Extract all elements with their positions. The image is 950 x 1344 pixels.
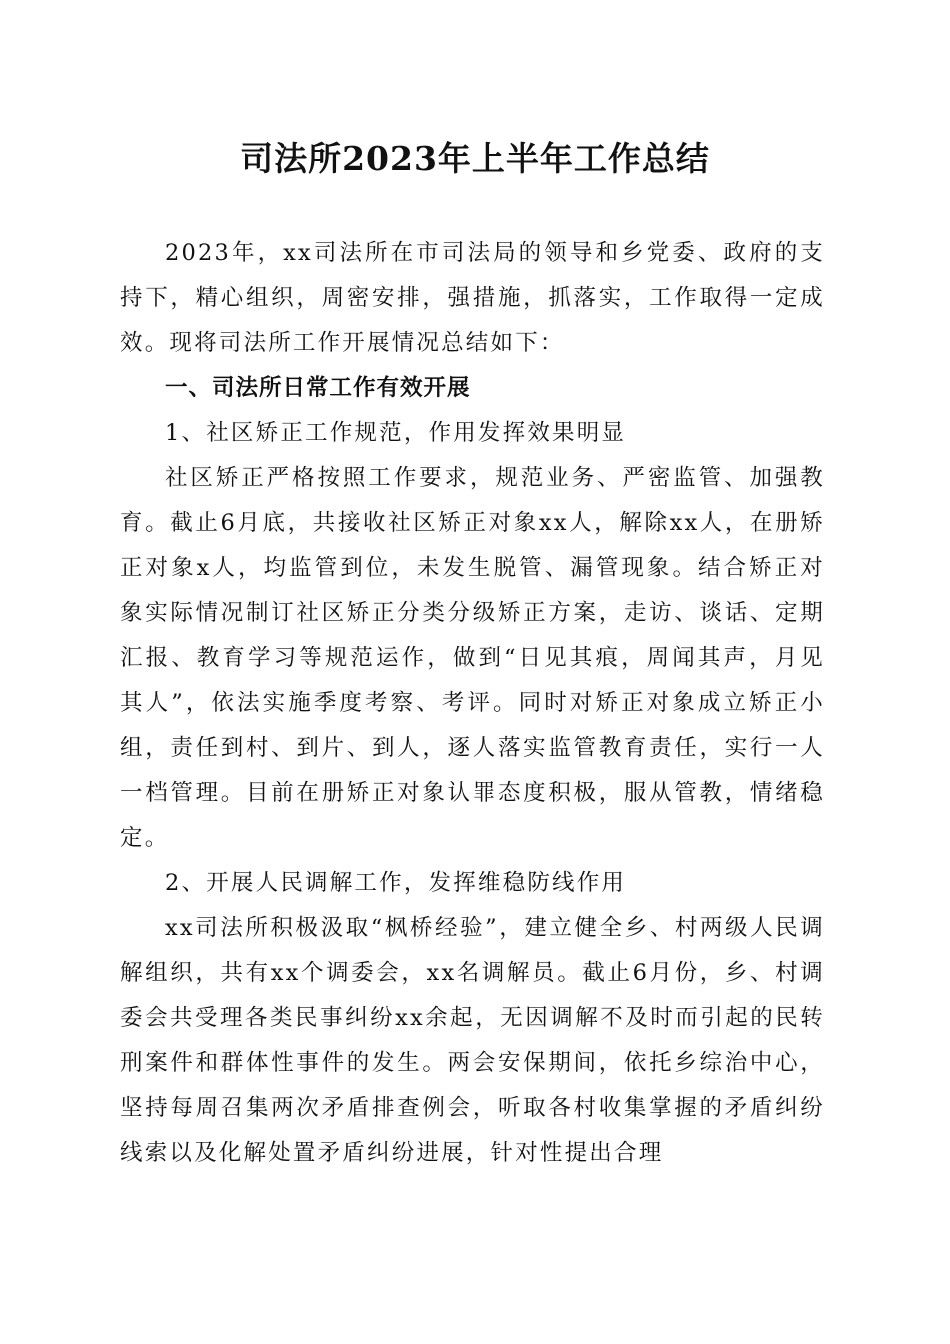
section-heading-1: 一、司法所日常工作有效开展 — [165, 375, 471, 401]
subheading-1: 1、社区矫正工作规范，作用发挥效果明显 — [165, 420, 627, 446]
document-title: 司法所2023年上半年工作总结 — [240, 139, 710, 178]
paragraph-mediation: xx司法所积极汲取“枫桥经验”，建立健全乡、村两级人民调解组织，共有xx个调委会，xx名调解员。截止6月份，乡、村调委会共受理各类民事纠纷xx余起，无因调解不及时而引起的民转刑案件和群体性事件的发生。两会安保期间，依托乡综治中心，坚持每周召集两次矛盾排查例会，听取各村收集掌握的矛盾纠纷线索以及化解处置矛盾纠纷进展，针对性提出合理 — [120, 915, 825, 1166]
subheading-2: 2、开展人民调解工作，发挥维稳防线作用 — [165, 870, 627, 896]
paragraph-community-correction: 社区矫正严格按照工作要求，规范业务、严密监管、加强教育。截止6月底，共接收社区矫正对象xx人，解除xx人，在册矫正对象x人，均监管到位，未发生脱管、漏管现象。结合矫正对象实际情况制订社区矫正分类分级矫正方案，走访、谈话、定期汇报、教育学习等规范运作，做到“日见其痕，周闻其声，月见其人”，依法实施季度考察、考评。同时对矫正对象成立矫正小组，责任到村、到片、到人，逐人落实监管教育责任，实行一人一档管理。目前在册矫正对象认罪态度积极，服从管教，情绪稳定。 — [120, 465, 825, 851]
document-body — [120, 231, 825, 1176]
intro-paragraph: 2023年，xx司法所在市司法局的领导和乡党委、政府的支持下，精心组织，周密安排，强措施，抓落实，工作取得一定成效。现将司法所工作开展情况总结如下： — [120, 240, 825, 356]
